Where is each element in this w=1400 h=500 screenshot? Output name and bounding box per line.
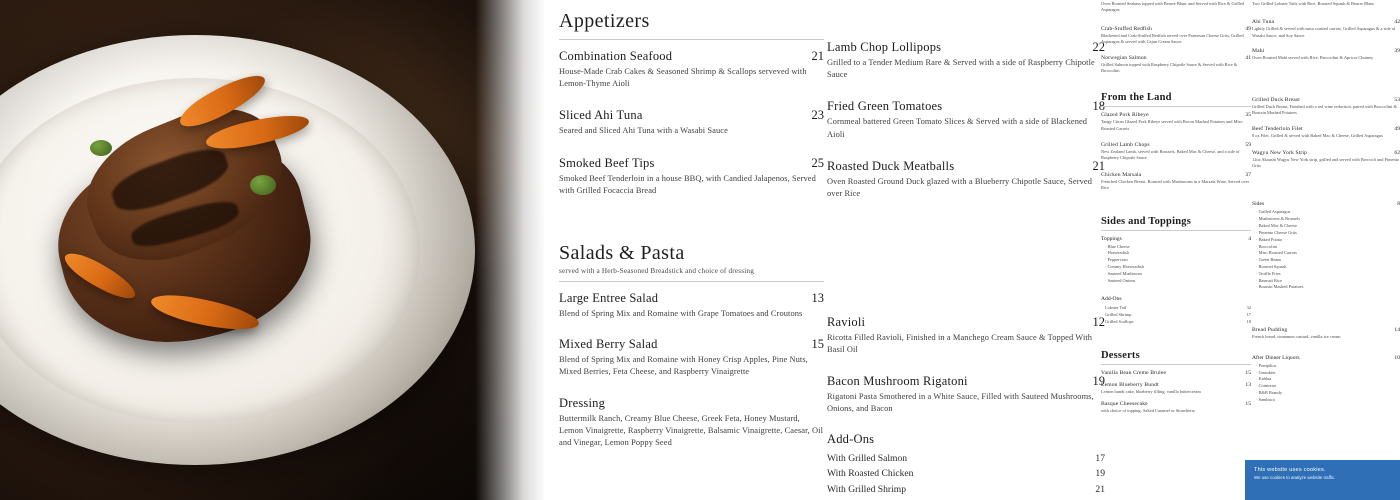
sides-label: Sides bbox=[1252, 201, 1265, 208]
column-appetizers-left bbox=[559, 0, 824, 500]
item-price: 35 bbox=[1245, 112, 1251, 119]
item-description: Grilled Duck Breast, Finished with a red wine reduction, paired with Broccolini & Boursin Mashed Potatoes bbox=[1252, 103, 1397, 115]
item-description: 8 oz Filet, Grilled & served with Baked Mac & Cheese, Grilled Asparagus bbox=[1252, 133, 1383, 139]
item-name: Crab-Stuffed Redfish bbox=[1101, 25, 1152, 32]
list-item: · Sauteed Mushroom bbox=[1105, 271, 1251, 278]
list-item: · Creamy Horseradish bbox=[1105, 264, 1251, 271]
item-price: 14 bbox=[1394, 327, 1400, 334]
item-description: Lemon bundt cake, blueberry filling, vanilla buttercream bbox=[1101, 388, 1201, 394]
item-price: 53 bbox=[1394, 96, 1400, 103]
item-price: 15 bbox=[1245, 369, 1251, 376]
list-item: · Sauteed Onions bbox=[1105, 278, 1251, 285]
item-name: Basque Cheesecake bbox=[1101, 401, 1148, 408]
list-item: · Boursin Mashed Potatoes bbox=[1256, 284, 1400, 291]
section-title-salads-pasta: Salads & Pasta bbox=[559, 241, 685, 264]
item-description: Seared and Sliced Ahi Tuna with a Wasabi Sauce bbox=[559, 126, 728, 136]
item-price: 25 bbox=[811, 155, 824, 170]
list-item: · Broccolini bbox=[1256, 244, 1400, 251]
food-photo bbox=[0, 0, 545, 500]
menu-item[interactable] bbox=[1101, 382, 1251, 395]
item-price: 12 bbox=[1092, 315, 1105, 330]
section-subtitle-salads-pasta: served with a Herb-Seasoned Breadstick and choice of dressing bbox=[559, 266, 755, 275]
menu-item[interactable] bbox=[1101, 142, 1251, 162]
item-name: Roasted Duck Meatballs bbox=[827, 158, 955, 173]
after-dinner-title: After Dinner Liquors bbox=[1252, 354, 1300, 361]
menu-content bbox=[545, 0, 1400, 500]
item-description: Rigatoni Pasta Smothered in a White Sauce, Filled with Sauteed Mushrooms, Onions, and Bacon bbox=[827, 391, 1094, 413]
item-price: 19 bbox=[1092, 373, 1105, 388]
addon-row[interactable] bbox=[827, 451, 1105, 466]
addon-row[interactable] bbox=[1105, 312, 1251, 319]
menu-item[interactable] bbox=[559, 49, 824, 90]
menu-item[interactable] bbox=[1101, 1, 1251, 14]
list-item: · Grumbier bbox=[1256, 370, 1400, 377]
section-title-from-the-land: From the Land bbox=[1101, 92, 1172, 104]
item-name: Lamb Chop Lollipops bbox=[827, 40, 942, 54]
item-price: 23 bbox=[811, 108, 824, 123]
item-description: Blackened and Crab-Stuffed Redfish served over Parmesan Cheese Grits, Grilled Asparagus & served with Cajun Cream Sauce bbox=[1101, 32, 1244, 45]
menu-item[interactable] bbox=[1101, 172, 1251, 192]
item-name: Mixed Berry Salad bbox=[559, 337, 658, 352]
item-name: Large Entree Salad bbox=[559, 290, 659, 305]
item-price: 62 bbox=[1394, 149, 1400, 156]
addon-price: 18 bbox=[1246, 319, 1251, 325]
list-item: · Cointreau bbox=[1256, 383, 1400, 390]
addon-label: Grilled Scallops bbox=[1105, 319, 1134, 325]
addon-label: With Grilled Salmon bbox=[827, 452, 908, 464]
item-description: Buttermilk Ranch, Creamy Blue Cheese, Greek Feta, Honey Mustard, Lemon Vinaigrette, Raspberry Vinaigrette, Balsamic Vinaigrette, Caesar, Oil and Vinegar, Lemon Poppy Seed bbox=[559, 413, 824, 447]
toppings-price: 4 bbox=[1248, 235, 1251, 242]
item-price: 13 bbox=[1245, 381, 1251, 388]
item-price: 15 bbox=[1245, 401, 1251, 408]
item-description: New Zealand Lamb, served with Brussels, Baked Mac & Cheese, and a side of Raspberry Chipotle Sauce bbox=[1101, 149, 1240, 161]
list-item: · Roasted Squash bbox=[1256, 264, 1400, 271]
photo-vignette bbox=[0, 0, 545, 500]
item-description: Blend of Spring Mix and Romaine with Honey Crisp Apples, Pine Nuts, Mixed Berries, Feta Cheese, and Raspberry Vinaigrette bbox=[559, 355, 808, 377]
column-appetizers-right bbox=[827, 0, 1105, 500]
item-price: 18 bbox=[1092, 99, 1105, 114]
addon-row[interactable] bbox=[1105, 319, 1251, 326]
item-description: Lightly Grilled & served with miso roasted carrots, Grilled Asparagus & a side of Wasabi Sauce, and Soy Sauce bbox=[1252, 26, 1396, 38]
item-price: 49 bbox=[1394, 126, 1400, 133]
column-surf-turf-left bbox=[1101, 0, 1251, 500]
item-name: Sliced Ahi Tuna bbox=[559, 108, 643, 123]
menu-item[interactable] bbox=[559, 156, 824, 197]
list-item: · Baked Mac & Cheese bbox=[1256, 223, 1400, 230]
item-name: Grilled Lamb Chops bbox=[1101, 142, 1150, 148]
menu-item[interactable] bbox=[559, 337, 824, 378]
list-item: · Peppercorn bbox=[1105, 257, 1251, 264]
addon-label: With Grilled Shrimp bbox=[827, 483, 907, 495]
item-description: 12oz Akaushi Wagyu New York strip, grilled and served with Broccoli and Pimento Grits bbox=[1252, 156, 1400, 168]
section-title-sides-and-toppings: Sides and Toppings bbox=[1101, 215, 1191, 227]
item-description: Smoked Beef Tenderloin in a house BBQ, with Candied Jalapenos, Served with Grilled Focaccia Bread bbox=[559, 173, 816, 195]
item-price: 13 bbox=[811, 290, 824, 305]
item-name: Chicken Marsala bbox=[1101, 171, 1142, 178]
item-price: 21 bbox=[1092, 158, 1105, 173]
item-price: 42 bbox=[1394, 19, 1400, 26]
addon-row[interactable] bbox=[827, 482, 1105, 497]
addons-block bbox=[827, 432, 1105, 497]
list-item: · B&B Brandy bbox=[1256, 390, 1400, 397]
item-name: Mahi bbox=[1252, 48, 1265, 55]
addon-price: 32 bbox=[1246, 305, 1251, 311]
item-name: Smoked Beef Tips bbox=[559, 155, 655, 170]
item-price: 21 bbox=[811, 49, 824, 63]
item-name: Bread Pudding bbox=[1252, 327, 1288, 334]
sides-list bbox=[1256, 209, 1400, 291]
item-name: Combination Seafood bbox=[559, 49, 673, 63]
column-surf-turf-right bbox=[1252, 0, 1400, 500]
item-description: House-Made Crab Cakes & Seasoned Shrimp & Scallops serveved with Lemon-Thyme Aioli bbox=[559, 67, 807, 89]
list-item: · Miso Roasted Carrots bbox=[1256, 250, 1400, 257]
addons-label: Add-Ons bbox=[1101, 296, 1122, 303]
addon-price: 17 bbox=[1095, 452, 1105, 464]
item-description: Cornmeal battered Green Tomato Slices & Served with a side of Blackened Aioli bbox=[827, 117, 1088, 139]
addon-price: 19 bbox=[1095, 468, 1105, 480]
after-dinner-liquor-list bbox=[1256, 363, 1400, 404]
addon-price: 17 bbox=[1246, 312, 1251, 318]
cookie-banner[interactable] bbox=[1245, 460, 1400, 500]
item-name: Vanilla Bean Creme Brulee bbox=[1101, 369, 1167, 376]
item-description: Frenched Chicken Breast, Roasted with Mushrooms in a Marsala Wine, Served over Rice bbox=[1101, 178, 1250, 191]
menu-item[interactable] bbox=[1101, 55, 1251, 75]
sides-header bbox=[1252, 201, 1400, 207]
item-price: 41 bbox=[1245, 54, 1251, 61]
item-name: Ravioli bbox=[827, 315, 866, 330]
item-price: 15 bbox=[811, 337, 824, 352]
list-item: · Sambuca bbox=[1256, 397, 1400, 404]
list-item: · Grilled Asparagus bbox=[1256, 209, 1400, 216]
item-description: with choice of topping: Salted Caramel or Strawberry bbox=[1101, 408, 1196, 414]
item-name: Wagyu New York Strip bbox=[1252, 149, 1308, 156]
item-description: Oven Roasted Mahi served with Rice, Broccolini & Apricot Chutney bbox=[1252, 55, 1374, 61]
list-item: · Horseradish bbox=[1105, 250, 1251, 257]
cookie-banner-title: This website uses cookies. bbox=[1254, 467, 1326, 473]
item-price: 22 bbox=[1092, 40, 1105, 54]
item-name: Lemon Blueberry Bundt bbox=[1101, 381, 1159, 388]
item-price: 59 bbox=[1245, 142, 1251, 148]
divider bbox=[559, 39, 824, 40]
menu-item[interactable] bbox=[1252, 327, 1400, 340]
addon-row[interactable] bbox=[1105, 305, 1251, 312]
divider bbox=[1101, 230, 1251, 231]
item-description: Grilled Salmon topped with Raspberry Chipotle Sauce & Served with Rice & Broccolini bbox=[1101, 61, 1238, 73]
addon-price: 21 bbox=[1095, 483, 1105, 495]
addon-label: Grilled Shrimp bbox=[1105, 312, 1132, 318]
item-description: Ricotta Filled Ravioli, Finished in a Manchego Cream Sauce & Topped With Basil Oil bbox=[827, 333, 1093, 355]
menu-item[interactable] bbox=[1252, 126, 1400, 139]
item-price: 49 bbox=[1245, 25, 1251, 32]
item-description: Two Grilled Lobster Tails with Rice, Roasted Squash & Beurre Blanc bbox=[1252, 1, 1375, 6]
menu-item[interactable] bbox=[1101, 370, 1251, 376]
photo-fade-edge bbox=[475, 0, 545, 500]
after-dinner-header bbox=[1252, 355, 1400, 361]
item-name: Norwegian Salmon bbox=[1101, 54, 1147, 61]
item-price: 39 bbox=[1394, 48, 1400, 55]
item-description: Blend of Spring Mix and Romaine with Grape Tomatoes and Croutons bbox=[559, 308, 803, 318]
item-name: Fried Green Tomatoes bbox=[827, 99, 943, 114]
list-item: · Baked Potato bbox=[1256, 237, 1400, 244]
addon-row[interactable] bbox=[827, 466, 1105, 481]
menu-item-dressing[interactable] bbox=[559, 396, 824, 450]
list-item: · Kahlua bbox=[1256, 376, 1400, 383]
menu-item[interactable] bbox=[1252, 97, 1400, 117]
menu-item[interactable] bbox=[827, 159, 1105, 200]
toppings-list bbox=[1105, 244, 1251, 285]
addons-title: Add-Ons bbox=[827, 431, 875, 446]
section-title-appetizers: Appetizers bbox=[559, 10, 650, 32]
menu-item[interactable] bbox=[1101, 401, 1251, 414]
item-description: Tangy Citrus Glazed Pork Ribeye served with Bacon Mashed Potatoes and Miso Roasted Carrots bbox=[1101, 119, 1243, 131]
menu-item[interactable] bbox=[1101, 26, 1251, 46]
sides-price: 8 bbox=[1397, 201, 1400, 208]
item-description: Oven Roasted Seabass topped with Beurre Blanc and Served with Rice & Grilled Asparagus bbox=[1101, 1, 1244, 13]
addon-label: Lobster Tail bbox=[1105, 305, 1127, 311]
toppings-header bbox=[1101, 236, 1251, 242]
item-description: Oven Roasted Ground Duck glazed with a Blueberry Chipotle Sauce, Served over Rice bbox=[827, 176, 1093, 198]
item-description: French bread, cinnamon custard, vanilla ice cream bbox=[1252, 334, 1341, 340]
list-item: · Mushrooms & Brussels bbox=[1256, 216, 1400, 223]
menu-item[interactable] bbox=[559, 291, 824, 320]
menu-item[interactable] bbox=[827, 315, 1105, 356]
list-item: · Blue Cheese bbox=[1105, 244, 1251, 251]
list-item: · Pompilios bbox=[1256, 363, 1400, 370]
menu-item[interactable] bbox=[559, 108, 824, 137]
divider bbox=[559, 281, 824, 282]
divider bbox=[1101, 106, 1251, 107]
item-description: Grilled to a Tender Medium Rare & Served with a side of Raspberry Chipotle Sauce bbox=[827, 58, 1095, 80]
menu-item[interactable] bbox=[1252, 1, 1400, 7]
toppings-label: Toppings bbox=[1101, 235, 1122, 242]
list-item: · Basmati Rice bbox=[1256, 278, 1400, 285]
menu-item[interactable] bbox=[827, 40, 1105, 81]
item-price: 37 bbox=[1245, 171, 1251, 178]
item-name: Ahi Tuna bbox=[1252, 19, 1275, 26]
item-name: Bacon Mushroom Rigatoni bbox=[827, 373, 968, 388]
list-item: · Green Beans bbox=[1256, 257, 1400, 264]
menu-item[interactable] bbox=[827, 99, 1105, 140]
menu-item[interactable] bbox=[827, 374, 1105, 415]
list-item: · Truffle Fries bbox=[1256, 271, 1400, 278]
item-name: Grilled Duck Breast bbox=[1252, 96, 1300, 103]
menu-item[interactable] bbox=[1252, 48, 1400, 61]
item-name: Glazed Pork Ribeye bbox=[1101, 112, 1149, 119]
list-item: · Pimento Cheese Grits bbox=[1256, 230, 1400, 237]
item-name: Beef Tenderloin Filet bbox=[1252, 126, 1303, 133]
menu-item[interactable] bbox=[1252, 150, 1400, 170]
menu-item[interactable] bbox=[1101, 112, 1251, 132]
item-name: Dressing bbox=[559, 395, 606, 410]
after-dinner-price: 10 bbox=[1394, 354, 1400, 361]
cookie-banner-text: We use cookies to analyze website traffic. bbox=[1254, 475, 1336, 480]
divider bbox=[1101, 364, 1251, 365]
section-title-desserts: Desserts bbox=[1101, 349, 1140, 361]
menu-item[interactable] bbox=[1252, 19, 1400, 39]
addon-label: With Roasted Chicken bbox=[827, 468, 914, 480]
